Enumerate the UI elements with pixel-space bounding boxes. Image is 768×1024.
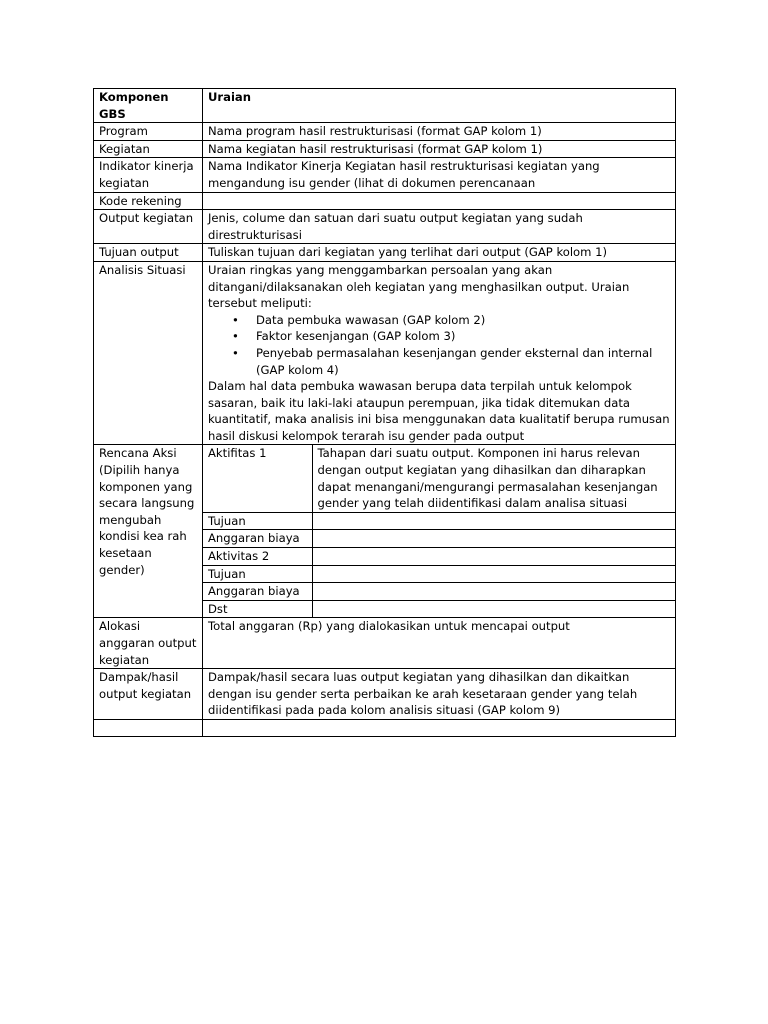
sub-label: Tujuan <box>203 565 312 583</box>
alokasi-label: Alokasi anggaran output kegiatan <box>94 618 203 669</box>
subtable-row <box>203 512 675 530</box>
output-label: Output kegiatan <box>94 210 203 244</box>
empty-cell <box>94 719 203 736</box>
rencana-label: Rencana Aksi (Dipilih hanya komponen yang secara langsung mengubah kondisi kea rah kesetaan gender) <box>94 445 203 618</box>
rencana-subtable <box>203 445 675 617</box>
kegiatan-label: Kegiatan <box>94 140 203 158</box>
analisis-intro: Uraian ringkas yang menggambarkan persoalan yang akan ditangani/dilaksanakan oleh kegiatan yang menghasilkan output. Uraian tersebut meliputi: <box>208 262 630 311</box>
dampak-label: Dampak/hasil output kegiatan <box>94 669 203 720</box>
row-indikator <box>94 158 676 192</box>
tujuan-label: Tujuan output <box>94 244 203 262</box>
analisis-label: Analisis Situasi <box>94 261 203 445</box>
bullet-item: • Penyebab permasalahan kesenjangan gender eksternal dan internal (GAP kolom 4) <box>250 345 670 378</box>
sub-label: Aktivitas 2 <box>203 548 312 566</box>
row-analisis-situasi <box>94 261 676 445</box>
sub-value <box>312 548 675 566</box>
indikator-value: Nama Indikator Kinerja Kegiatan hasil restrukturisasi kegiatan yang mengandung isu gender (lihat di dokumen perencanaan <box>203 158 676 192</box>
row-output <box>94 210 676 244</box>
row-alokasi <box>94 618 676 669</box>
rencana-nested-cell <box>203 445 676 618</box>
sub-value <box>312 512 675 530</box>
subtable-row <box>203 548 675 566</box>
sub-label: Anggaran biaya <box>203 583 312 601</box>
subtable-row <box>203 583 675 601</box>
row-kegiatan <box>94 140 676 158</box>
indikator-label: Indikator kinerja kegiatan <box>94 158 203 192</box>
analisis-outro: Dalam hal data pembuka wawasan berupa data terpilah untuk kelompok sasaran, baik itu laki-laki ataupun perempuan, jika tidak ditemukan data kuantitatif, maka analisis ini bisa menggunakan data kualitatif berupa rumusan hasil diskusi kelompok terarah isu gender pada output <box>208 379 670 443</box>
output-value: Jenis, colume dan satuan dari suatu output kegiatan yang sudah direstrukturisasi <box>203 210 676 244</box>
sub-value: Tahapan dari suatu output. Komponen ini harus relevan dengan output kegiatan yang dihasilkan dan diharapkan dapat menangani/mengurangi permasalahan kesenjangan gender yang telah diidentifikasi dalam analisa situasi <box>312 445 675 512</box>
row-rencana-aksi <box>94 445 676 618</box>
sub-label: Anggaran biaya <box>203 530 312 548</box>
row-tujuan-output <box>94 244 676 262</box>
sub-value <box>312 600 675 617</box>
sub-value <box>312 583 675 601</box>
program-label: Program <box>94 123 203 141</box>
subtable-row <box>203 445 675 512</box>
row-program <box>94 123 676 141</box>
sub-label: Aktifitas 1 <box>203 445 312 512</box>
dampak-value: Dampak/hasil secara luas output kegiatan yang dihasilkan dan dikaitkan dengan isu gender serta perbaikan ke arah kesetaraan gender yang telah diidentifikasi pada pada kolom analisis situasi (GAP kolom 9) <box>203 669 676 720</box>
kode-label: Kode rekening <box>94 192 203 210</box>
sub-value <box>312 530 675 548</box>
header-uraian: Uraian <box>203 89 676 123</box>
sub-value <box>312 565 675 583</box>
row-empty <box>94 719 676 736</box>
sub-label: Dst <box>203 600 312 617</box>
analisis-bullet-list <box>208 312 670 378</box>
gbs-table <box>93 88 676 737</box>
kegiatan-value: Nama kegiatan hasil restrukturisasi (format GAP kolom 1) <box>203 140 676 158</box>
sub-label: Tujuan <box>203 512 312 530</box>
row-kode-rekening <box>94 192 676 210</box>
empty-cell <box>203 719 676 736</box>
alokasi-value: Total anggaran (Rp) yang dialokasikan untuk mencapai output <box>203 618 676 669</box>
program-value: Nama program hasil restrukturisasi (format GAP kolom 1) <box>203 123 676 141</box>
bullet-item: • Faktor kesenjangan (GAP kolom 3) <box>250 328 670 345</box>
row-dampak <box>94 669 676 720</box>
tujuan-value: Tuliskan tujuan dari kegiatan yang terlihat dari output (GAP kolom 1) <box>203 244 676 262</box>
header-komponen: Komponen GBS <box>94 89 203 123</box>
subtable-row <box>203 600 675 617</box>
subtable-row <box>203 530 675 548</box>
kode-value <box>203 192 676 210</box>
analisis-value <box>203 261 676 445</box>
bullet-item: • Data pembuka wawasan (GAP kolom 2) <box>250 312 670 329</box>
subtable-row <box>203 565 675 583</box>
table-header-row <box>94 89 676 123</box>
